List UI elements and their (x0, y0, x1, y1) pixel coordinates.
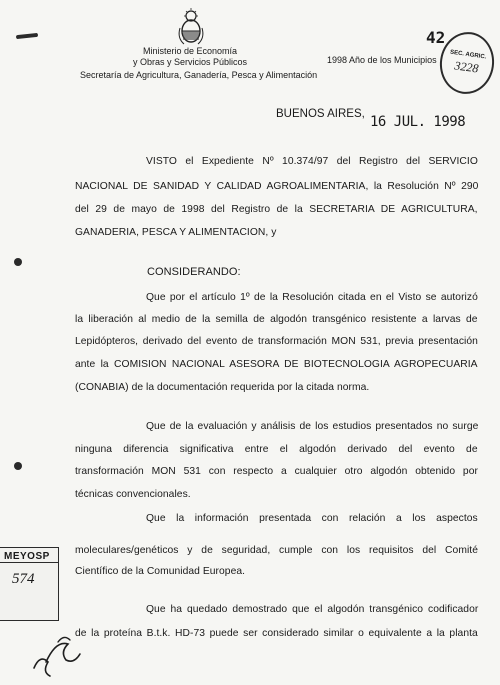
punch-hole-bottom (14, 462, 22, 470)
paragraph-2-line-3: transformación MON 531 con respecto a cualquier otro algodón obtenido por (75, 466, 478, 477)
folio-stamp-number: 574 (12, 571, 35, 587)
date-stamp: 16 JUL. 1998 (370, 114, 466, 130)
corner-pen-mark (16, 33, 38, 39)
considerando-heading: CONSIDERANDO: (147, 266, 241, 278)
paragraph-2-line-2: ninguna diferencia significativa entre el algodón derivado del evento de (75, 444, 478, 455)
paragraph-1-line-4: ante la COMISION NACIONAL ASESORA DE BIOTECNOLOGIA AGROPECUARIA (75, 359, 478, 370)
paragraph-2-line-1: Que de la evaluación y análisis de los estudios presentados no surge (146, 421, 479, 432)
paragraph-1-line-1: Que por el artículo 1º de la Resolución citada en el Visto se autorizó (146, 292, 478, 303)
visto-line-1: VISTO el Expediente Nº 10.374/97 del Registro del SERVICIO (146, 156, 478, 167)
punch-hole-top (14, 258, 22, 266)
paragraph-1-line-3: Lepidópteros, derivado del evento de transformación MON 531, previa presentación (75, 336, 478, 347)
handwritten-initials (28, 628, 88, 680)
paragraph-3-line-3: Científico de la Comunidad Europea. (75, 566, 246, 577)
paragraph-3-line-1: Que la información presentada con relación a los aspectos (146, 513, 478, 524)
location: BUENOS AIRES, (276, 108, 365, 120)
coat-of-arms-icon (176, 8, 206, 46)
page-number: 42 (426, 28, 446, 47)
ministry-subtitle: y Obras y Servicios Públicos (132, 57, 248, 67)
seal-text: SEC. AGRIC. (449, 49, 487, 61)
visto-line-2: NACIONAL DE SANIDAD Y CALIDAD AGROALIMENTARIA, la Resolución Nº 290 (75, 181, 479, 192)
paragraph-4-line-2: de la proteína B.t.k. HD-73 puede ser considerado similar o equivalente a la planta (75, 628, 478, 639)
folio-stamp-label: MEYOSP (0, 548, 58, 563)
paragraph-1-line-5: (CONABIA) de la documentación requerida por la citada norma. (75, 382, 370, 393)
paragraph-2-line-4: técnicas convencionales. (75, 489, 191, 500)
folio-stamp (0, 547, 59, 621)
ministry-name: Ministerio de Economía (142, 46, 238, 56)
paragraph-1-line-2: la liberación al medio de la semilla de algodón transgénico resistente a larvas de (75, 314, 478, 325)
paragraph-4-line-1: Que ha quedado demostrado que el algodón transgénico codificador (146, 604, 479, 615)
visto-line-4: GANADERIA, PESCA Y ALIMENTACION, y (75, 227, 277, 238)
visto-line-3: del 29 de mayo de 1998 del Registro de la SECRETARIA DE AGRICULTURA, (75, 204, 478, 215)
year-motto: 1998 Año de los Municipios (327, 55, 437, 65)
paragraph-3-line-2: moleculares/genéticos y de seguridad, cumple con los requisitos del Comité (75, 545, 478, 556)
secretariat-name: Secretaría de Agricultura, Ganadería, Pesca y Alimentación (80, 70, 318, 80)
bleed-through-text (50, 70, 53, 79)
seal-number: 3228 (453, 57, 480, 76)
